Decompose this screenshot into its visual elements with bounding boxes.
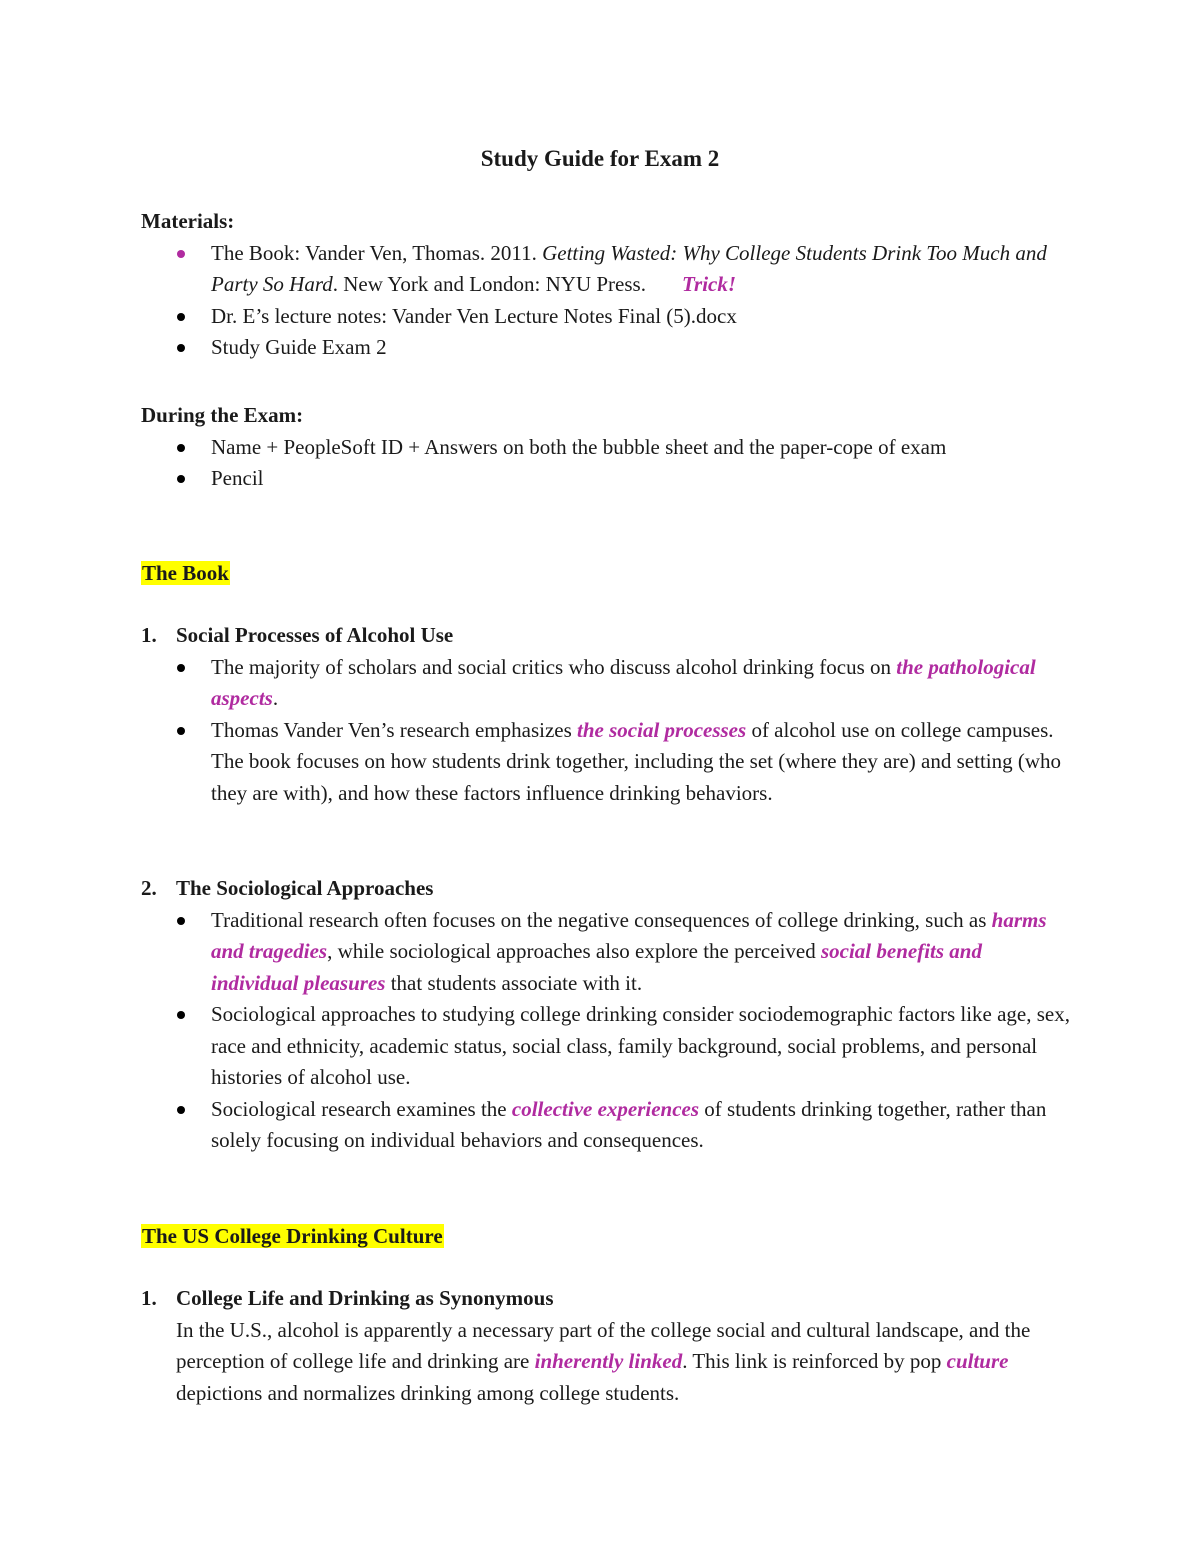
- book-subsection-2: [141, 873, 1071, 1157]
- text: that students associate with it.: [385, 970, 643, 995]
- culture-section: [141, 1221, 1071, 1253]
- subsection-title: [141, 873, 1071, 905]
- subsection-title-text: The Sociological Approaches: [176, 876, 434, 900]
- text: Thomas Vander Ven’s research emphasizes: [211, 717, 578, 742]
- book-title: Getting Wasted: Why College Students Drink Too Much and Party So Hard: [211, 240, 1047, 296]
- highlighted-heading: The Book: [142, 561, 229, 585]
- subsection-title: [141, 1283, 1071, 1315]
- book-publisher: . New York and London: NYU Press.: [332, 272, 646, 296]
- materials-heading: Materials:: [141, 209, 235, 233]
- list-item: Pencil: [141, 463, 1071, 495]
- text: of students drinking together, rather than solely focusing on individual behaviors and consequences.: [211, 1096, 1047, 1152]
- culture-subsection-1: [141, 1283, 1071, 1409]
- trick-annotation: Trick!: [681, 272, 737, 296]
- list-item: Sociological approaches to studying college drinking consider sociodemographic factors like age, sex, race and ethnicity, academic status, social class, family background, social problems, and personal histories of alcohol use.: [141, 999, 1071, 1094]
- materials-section: [141, 206, 1071, 364]
- text: .: [272, 686, 279, 710]
- book-subsection-1: [141, 620, 1071, 809]
- book-citation-text: The Book: Vander Ven, Thomas. 2011.: [211, 240, 543, 265]
- list-item: [141, 905, 1071, 1000]
- list-item: Name + PeopleSoft ID + Answers on both the bubble sheet and the paper-cope of exam: [141, 432, 1071, 464]
- emphasis-text: the pathological aspects: [211, 654, 1036, 710]
- book-section: [141, 558, 1071, 590]
- emphasis-text: culture: [946, 1349, 1009, 1373]
- list-number: 1.: [141, 623, 157, 647]
- section-heading: [141, 1221, 1071, 1253]
- list-number: 1.: [141, 1286, 157, 1310]
- list-item: Study Guide Exam 2: [141, 332, 1071, 364]
- subsection-title: [141, 620, 1071, 652]
- list-item: [141, 652, 1071, 715]
- emphasis-text: social benefits and individual pleasures: [211, 939, 982, 995]
- materials-list: [141, 238, 1071, 364]
- list-item: [141, 1094, 1071, 1157]
- emphasis-text: inherently linked: [534, 1349, 683, 1373]
- emphasis-text: harms and tragedies: [211, 907, 1047, 963]
- highlighted-heading: The US College Drinking Culture: [142, 1224, 443, 1248]
- text: Traditional research often focuses on the negative consequences of college drinking, such as: [211, 907, 992, 932]
- section-heading: [141, 558, 1071, 590]
- subsection-title-text: Social Processes of Alcohol Use: [176, 623, 454, 647]
- text: depictions and normalizes drinking among college students.: [176, 1380, 680, 1405]
- bullet-list: [141, 905, 1071, 1157]
- text: In the U.S., alcohol is apparently a necessary part of the college social and cultural landscape, and the perception of college life and drinking are: [176, 1317, 1031, 1373]
- during-exam-section: [141, 400, 1071, 495]
- list-item: Dr. E’s lecture notes: Vander Ven Lecture Notes Final (5).docx: [141, 301, 1071, 333]
- list-item: [141, 715, 1071, 810]
- bullet-list: [141, 652, 1071, 810]
- list-item: [141, 238, 1071, 301]
- emphasis-text: the social processes: [577, 717, 747, 742]
- text: . This link is reinforced by pop: [682, 1349, 947, 1373]
- text: , while sociological approaches also explore the perceived: [327, 939, 821, 963]
- text: Sociological research examines the: [211, 1096, 512, 1121]
- subsection-title-text: College Life and Drinking as Synonymous: [176, 1286, 554, 1310]
- during-exam-list: [141, 432, 1071, 495]
- emphasis-text: collective experiences: [511, 1096, 700, 1121]
- during-exam-heading: During the Exam:: [141, 403, 304, 427]
- text: of alcohol use on college campuses. The book focuses on how students drink together, including the set (where they are) and setting (who they are with), and how these factors influence drinking behaviors.: [211, 717, 1062, 805]
- list-number: 2.: [141, 876, 157, 900]
- page-title: Study Guide for Exam 2: [480, 146, 720, 171]
- text: The majority of scholars and social critics who discuss alcohol drinking focus on: [211, 654, 897, 679]
- paragraph: [141, 1315, 1071, 1410]
